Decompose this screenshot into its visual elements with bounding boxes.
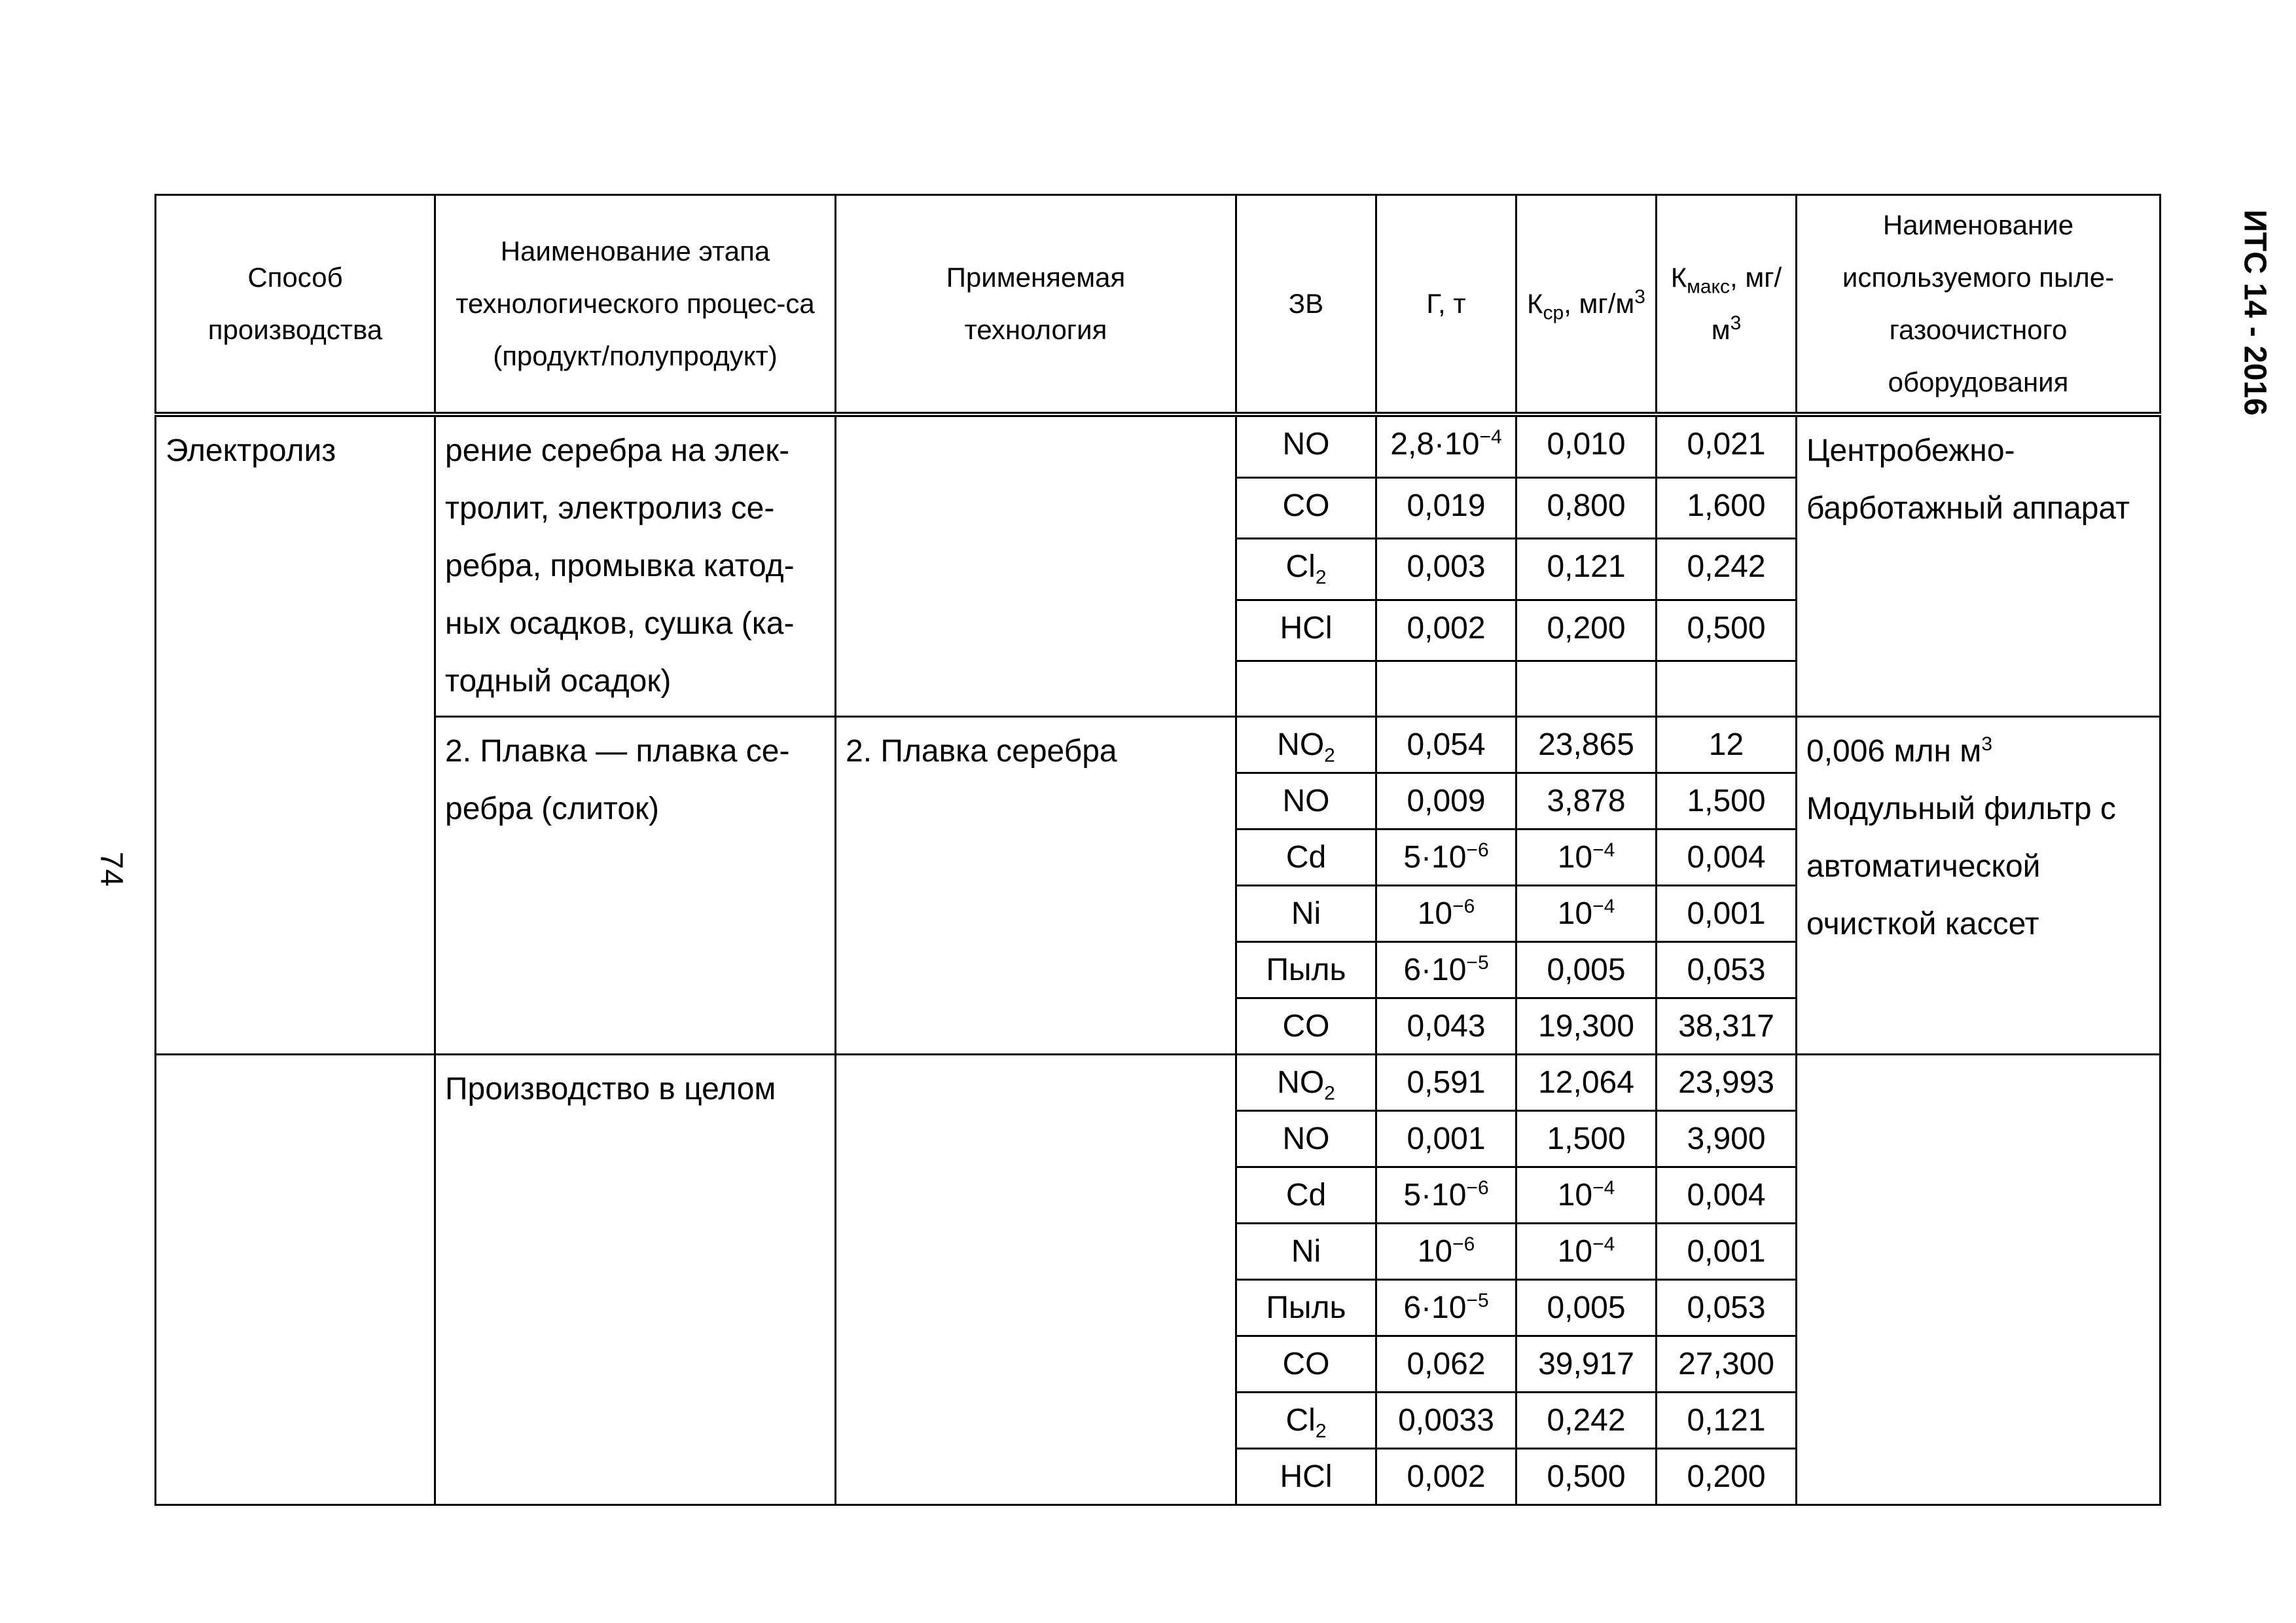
- pollutant-name: Ni: [1291, 896, 1321, 931]
- k-avg-value: 23,865: [1538, 727, 1634, 762]
- cell-k-avg: [1516, 773, 1657, 830]
- cell-k-avg: [1516, 1393, 1657, 1449]
- header-equipment: Наименование используемого пыле-газоочистного оборудования: [1797, 195, 2161, 415]
- cell-pollutant: [1236, 414, 1376, 477]
- cell-method: [156, 1055, 435, 1505]
- pollutant-name: HCl: [1280, 1459, 1333, 1494]
- cell-k-avg: [1516, 886, 1657, 942]
- k-avg-value: 12,064: [1538, 1065, 1634, 1100]
- cell-mass: [1376, 1393, 1516, 1449]
- equipment-capacity: [1806, 723, 2150, 780]
- k-avg-sub: ср: [1543, 302, 1564, 324]
- mass-value: 0,019: [1407, 488, 1486, 523]
- cell-pollutant: [1236, 661, 1376, 717]
- k-avg-value: 19,300: [1538, 1009, 1634, 1044]
- emissions-table: [154, 194, 2161, 1506]
- cell-pollutant: [1236, 1336, 1376, 1393]
- k-avg-value: 10: [1557, 1178, 1593, 1213]
- k-avg-value: 0,242: [1547, 1403, 1626, 1438]
- cell-pollutant: [1236, 1055, 1376, 1111]
- mass-exp: −6: [1466, 1177, 1489, 1199]
- cell-mass: [1376, 477, 1516, 538]
- k-max-sub: макс: [1687, 276, 1731, 298]
- cell-k-max: 0,004: [1657, 830, 1797, 886]
- cell-mass: [1376, 1449, 1516, 1505]
- cell-mass: [1376, 539, 1516, 600]
- pollutant-name: Cd: [1285, 1178, 1327, 1213]
- k-avg-value: 0,121: [1547, 549, 1626, 585]
- mass-value: 6·10: [1403, 1290, 1467, 1325]
- k-avg-exp: −4: [1592, 839, 1615, 861]
- cell-k-avg: [1516, 998, 1657, 1055]
- cell-k-max: 38,317: [1657, 998, 1797, 1055]
- cell-pollutant: [1236, 717, 1376, 773]
- cell-k-max: 0,121: [1657, 1393, 1797, 1449]
- cell-stage: 2. Плавка — плавка се-ребра (слиток): [435, 717, 836, 1055]
- k-avg-value: 10: [1557, 1234, 1593, 1269]
- cell-mass: [1376, 661, 1516, 717]
- cell-mass: [1376, 998, 1516, 1055]
- mass-value: 5·10: [1403, 840, 1467, 875]
- cell-k-max: 23,993: [1657, 1055, 1797, 1111]
- mass-exp: −6: [1452, 896, 1475, 917]
- cell-equipment: [1797, 1055, 2161, 1505]
- pollutant-name: NO: [1282, 784, 1330, 818]
- cell-k-avg: [1516, 414, 1657, 477]
- header-stage: Наименование этапа технологического процес-са (продукт/полупродукт): [435, 195, 836, 415]
- pollutant-name: Cl: [1285, 549, 1316, 585]
- cell-k-avg: [1516, 1449, 1657, 1505]
- k-avg-value: 0,005: [1547, 953, 1626, 987]
- cell-k-max: 27,300: [1657, 1336, 1797, 1393]
- page-number: 74: [94, 851, 129, 887]
- cell-mass: [1376, 1055, 1516, 1111]
- cell-mass: [1376, 1167, 1516, 1224]
- cell-k-avg: [1516, 717, 1657, 773]
- cell-k-max: 0,200: [1657, 1449, 1797, 1505]
- cell-pollutant: [1236, 477, 1376, 538]
- cell-mass: [1376, 1111, 1516, 1167]
- k-avg-value: 39,917: [1538, 1347, 1634, 1381]
- cell-pollutant: [1236, 600, 1376, 661]
- equipment-name: Модульный фильтр с автоматической очисткой кассет: [1806, 792, 2116, 941]
- cell-k-avg: [1516, 600, 1657, 661]
- cell-k-max: 0,053: [1657, 1280, 1797, 1336]
- mass-value: 0,591: [1407, 1065, 1486, 1100]
- cell-mass: [1376, 414, 1516, 477]
- cell-mass: [1376, 1336, 1516, 1393]
- pollutant-name: Cl: [1285, 1403, 1316, 1438]
- cell-k-max: 1,500: [1657, 773, 1797, 830]
- cell-pollutant: [1236, 773, 1376, 830]
- cell-mass: [1376, 886, 1516, 942]
- mass-value: 10: [1417, 896, 1453, 931]
- cell-technology: [836, 1055, 1236, 1505]
- equipment-capacity-exp: 3: [1981, 733, 1992, 755]
- k-max-unit-exp: 3: [1730, 312, 1742, 334]
- cell-pollutant: [1236, 1280, 1376, 1336]
- cell-k-max: 0,021: [1657, 414, 1797, 477]
- k-avg-value: 3,878: [1547, 784, 1626, 818]
- mass-value: 0,002: [1407, 610, 1486, 646]
- cell-mass: [1376, 1224, 1516, 1280]
- mass-value: 0,002: [1407, 1459, 1486, 1494]
- pollutant-sub: 2: [1315, 1420, 1327, 1442]
- table-row: [156, 1055, 2161, 1111]
- mass-value: 6·10: [1403, 953, 1467, 987]
- cell-pollutant: [1236, 1167, 1376, 1224]
- cell-stage: Производство в целом: [435, 1055, 836, 1505]
- mass-exp: −5: [1466, 952, 1489, 974]
- cell-mass: [1376, 942, 1516, 998]
- k-max-unit: , мг/м: [1711, 262, 1782, 345]
- cell-k-max: 0,500: [1657, 600, 1797, 661]
- header-k-max: [1657, 195, 1797, 415]
- pollutant-name: NO: [1277, 1065, 1325, 1100]
- cell-mass: [1376, 600, 1516, 661]
- k-avg-value: 1,500: [1547, 1122, 1626, 1156]
- cell-mass: [1376, 1280, 1516, 1336]
- pollutant-name: CO: [1282, 1347, 1330, 1381]
- cell-mass: [1376, 717, 1516, 773]
- document-code: ИТС 14 - 2016: [2237, 210, 2272, 416]
- cell-k-avg: [1516, 830, 1657, 886]
- cell-k-avg: [1516, 661, 1657, 717]
- mass-value: 0,062: [1407, 1347, 1486, 1381]
- cell-k-max: 3,900: [1657, 1111, 1797, 1167]
- cell-technology: [836, 414, 1236, 717]
- k-avg-exp: −4: [1592, 896, 1615, 917]
- header-row: [156, 195, 2161, 415]
- k-avg-value: 0,500: [1547, 1459, 1626, 1494]
- cell-pollutant: [1236, 830, 1376, 886]
- mass-exp: −4: [1479, 426, 1502, 448]
- mass-value: 0,001: [1407, 1122, 1486, 1156]
- mass-value: 0,003: [1407, 549, 1486, 585]
- cell-mass: [1376, 773, 1516, 830]
- pollutant-name: Пыль: [1266, 953, 1346, 987]
- pollutant-name: NO: [1282, 427, 1330, 462]
- cell-pollutant: [1236, 998, 1376, 1055]
- cell-k-max: 0,053: [1657, 942, 1797, 998]
- pollutant-sub: 2: [1324, 744, 1335, 767]
- cell-pollutant: [1236, 539, 1376, 600]
- cell-pollutant: [1236, 1449, 1376, 1505]
- cell-k-avg: [1516, 539, 1657, 600]
- cell-method: Электролиз: [156, 414, 435, 1055]
- k-avg-exp: −4: [1592, 1177, 1615, 1199]
- pollutant-name: CO: [1282, 488, 1330, 523]
- k-avg-value: 10: [1557, 896, 1593, 931]
- k-avg-value: 0,800: [1547, 488, 1626, 523]
- pollutant-sub: 2: [1324, 1082, 1335, 1104]
- cell-k-max: 0,001: [1657, 886, 1797, 942]
- cell-k-max: 1,600: [1657, 477, 1797, 538]
- cell-mass: [1376, 830, 1516, 886]
- cell-k-max: 0,004: [1657, 1167, 1797, 1224]
- k-avg-unit-exp: 3: [1634, 286, 1645, 308]
- cell-k-avg: [1516, 477, 1657, 538]
- k-max-label: К: [1670, 262, 1687, 293]
- mass-exp: −6: [1452, 1233, 1475, 1255]
- header-mass: Г, т: [1376, 195, 1516, 415]
- k-avg-value: 0,010: [1547, 427, 1626, 462]
- cell-equipment: Центробежно-барботажный аппарат: [1797, 414, 2161, 717]
- pollutant-name: HCl: [1280, 610, 1333, 646]
- mass-value: 0,043: [1407, 1009, 1486, 1044]
- cell-k-max: [1657, 661, 1797, 717]
- cell-k-avg: [1516, 1224, 1657, 1280]
- cell-technology: 2. Плавка серебра: [836, 717, 1236, 1055]
- pollutant-name: Cd: [1285, 840, 1327, 875]
- cell-k-avg: [1516, 1055, 1657, 1111]
- mass-value: 0,0033: [1398, 1403, 1494, 1438]
- mass-exp: −5: [1466, 1290, 1489, 1311]
- header-pollutant: ЗВ: [1236, 195, 1376, 415]
- cell-k-avg: [1516, 1111, 1657, 1167]
- cell-k-avg: [1516, 942, 1657, 998]
- mass-exp: −6: [1466, 839, 1489, 861]
- pollutant-name: NO: [1282, 1122, 1330, 1156]
- table-row: [156, 414, 2161, 477]
- k-avg-value: 0,200: [1547, 610, 1626, 646]
- cell-pollutant: [1236, 1224, 1376, 1280]
- k-avg-label: К: [1527, 288, 1543, 319]
- pollutant-name: CO: [1282, 1009, 1330, 1044]
- cell-k-max: 12: [1657, 717, 1797, 773]
- k-avg-value: 0,005: [1547, 1290, 1626, 1325]
- k-avg-unit: , мг/м: [1564, 288, 1635, 319]
- mass-value: 10: [1417, 1234, 1453, 1269]
- cell-k-avg: [1516, 1280, 1657, 1336]
- mass-value: 0,054: [1407, 727, 1486, 762]
- cell-pollutant: [1236, 942, 1376, 998]
- cell-pollutant: [1236, 886, 1376, 942]
- cell-k-max: 0,001: [1657, 1224, 1797, 1280]
- cell-k-max: 0,242: [1657, 539, 1797, 600]
- header-method: Способ производства: [156, 195, 435, 415]
- table-row: [156, 717, 2161, 773]
- cell-equipment: [1797, 717, 2161, 1055]
- equipment-capacity-value: 0,006 млн м: [1806, 734, 1982, 769]
- mass-value: 0,009: [1407, 784, 1486, 818]
- header-k-avg: [1516, 195, 1657, 415]
- pollutant-sub: 2: [1315, 566, 1327, 589]
- cell-k-avg: [1516, 1167, 1657, 1224]
- pollutant-name: Пыль: [1266, 1290, 1346, 1325]
- k-avg-value: 10: [1557, 840, 1593, 875]
- cell-pollutant: [1236, 1111, 1376, 1167]
- mass-value: 2,8·10: [1390, 427, 1480, 462]
- k-avg-exp: −4: [1592, 1233, 1615, 1255]
- pollutant-name: NO: [1277, 727, 1325, 762]
- header-technology: Применяемая технология: [836, 195, 1236, 415]
- pollutant-name: Ni: [1291, 1234, 1321, 1269]
- cell-pollutant: [1236, 1393, 1376, 1449]
- mass-value: 5·10: [1403, 1178, 1467, 1213]
- cell-stage: рение серебра на элек-тролит, электролиз се-ребра, промывка катод-ных осадков, сушка (ка-тодный осадок): [435, 414, 836, 717]
- cell-k-avg: [1516, 1336, 1657, 1393]
